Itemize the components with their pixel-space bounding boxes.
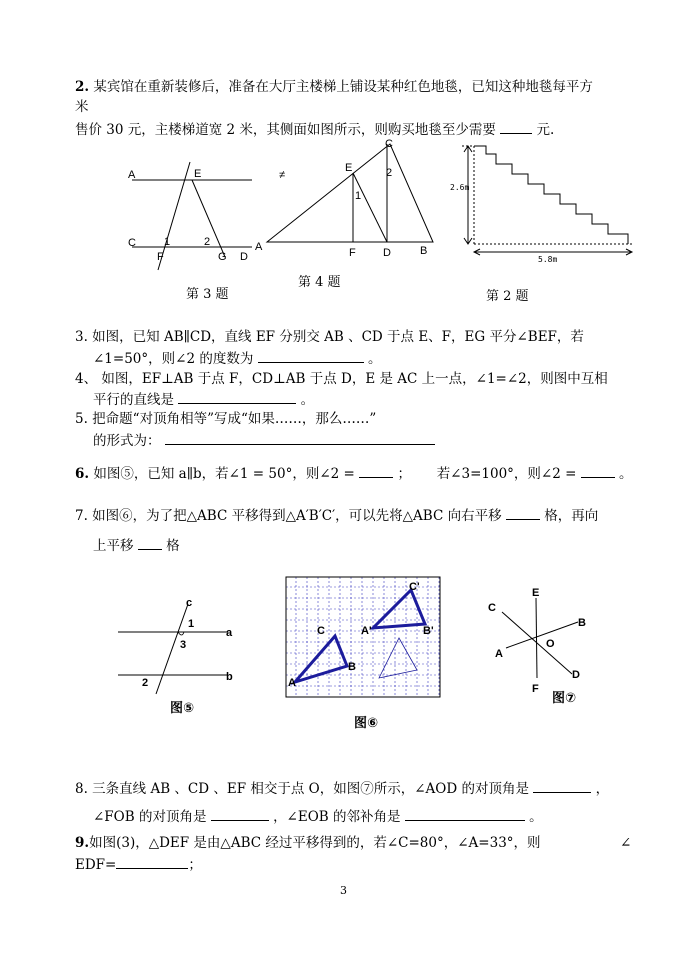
answer-blank[interactable] bbox=[138, 537, 162, 550]
label-C1: C' bbox=[409, 581, 420, 593]
label-1: 1 bbox=[355, 190, 362, 202]
question-6 bbox=[75, 465, 633, 482]
label-F: F bbox=[157, 251, 164, 263]
question-7-text-4: 格 bbox=[166, 538, 180, 554]
label-B: B bbox=[578, 617, 586, 629]
label-E: E bbox=[532, 587, 540, 599]
question-6-text-2: 若∠3=100°，则∠2 = bbox=[436, 466, 577, 482]
answer-blank[interactable] bbox=[405, 808, 525, 821]
figure-4 bbox=[255, 136, 435, 266]
label-O: O bbox=[546, 638, 555, 650]
question-8-text-4: ，∠EOB 的邻补角是 bbox=[273, 809, 401, 825]
question-3-end: 。 bbox=[367, 351, 382, 367]
question-7-text-2: 格，再向 bbox=[544, 508, 599, 524]
label-G: G bbox=[218, 251, 227, 263]
label-2: 2 bbox=[142, 677, 149, 689]
question-9-number: 9. bbox=[75, 835, 90, 851]
figure-3-caption: 第 3 题 bbox=[186, 287, 229, 302]
answer-blank[interactable] bbox=[165, 432, 435, 445]
question-2-line1b: 米 bbox=[75, 99, 89, 115]
question-6-sep: ； bbox=[397, 466, 411, 482]
question-9-text-2: EDF= bbox=[75, 857, 117, 873]
answer-blank[interactable] bbox=[506, 507, 540, 520]
question-6-end: 。 bbox=[619, 466, 633, 482]
label-1: 1 bbox=[164, 236, 171, 248]
triangle-ghost bbox=[379, 638, 417, 678]
question-8-text-1: 8. 三条直线 AB 、CD 、EF 相交于点 O，如图⑦所示，∠AOD 的对顶角是 bbox=[75, 781, 529, 797]
question-6-text-1: 如图⑤，已知 a∥b，若∠1 = 50°，则∠2 = bbox=[93, 466, 355, 482]
question-2-text-3: 元. bbox=[536, 122, 555, 138]
figure-6-caption: 图⑥ bbox=[354, 716, 379, 731]
question-8-text-2: ， bbox=[595, 781, 610, 797]
label-C: C bbox=[488, 602, 496, 614]
question-4-line1: 4、 如图，EF⊥AB 于点 F，CD⊥AB 于点 D，E 是 AC 上一点，∠1=∠2，则图中互相 bbox=[75, 371, 608, 387]
segment-ed bbox=[353, 173, 387, 242]
question-9-angle: ∠ bbox=[620, 835, 632, 851]
figure-3 bbox=[120, 160, 260, 270]
label-C: C bbox=[128, 237, 136, 249]
answer-blank[interactable] bbox=[533, 780, 591, 793]
line-ab bbox=[506, 622, 578, 648]
question-5-line2 bbox=[93, 432, 435, 449]
label-B: B bbox=[420, 245, 428, 257]
label-D: D bbox=[383, 247, 391, 259]
question-2-number: 2. bbox=[75, 79, 90, 95]
question-5-text: 的形式为： bbox=[93, 433, 161, 449]
label-a: a bbox=[226, 627, 233, 639]
question-7-line2 bbox=[93, 537, 180, 554]
label-3: 3 bbox=[180, 639, 187, 651]
question-3-text: ∠1=50°，则∠2 的度数为 bbox=[93, 351, 254, 367]
question-8-text-3: ∠FOB 的对顶角是 bbox=[93, 809, 207, 825]
question-6-number: 6. bbox=[75, 466, 90, 482]
question-2-text-2: 售价 30 元，主楼梯道宽 2 米，其侧面如图所示，则购买地毯至少需要 bbox=[75, 122, 496, 138]
question-5-line1: 5. 把命题“对顶角相等”写成“如果……，那么……” bbox=[75, 411, 377, 427]
question-7-text-3: 上平移 bbox=[93, 538, 134, 554]
label-A1: A' bbox=[361, 625, 372, 637]
height-label: 2.6m bbox=[450, 183, 470, 192]
label-2: 2 bbox=[204, 236, 211, 248]
label-A: A bbox=[495, 648, 503, 660]
question-3-line2 bbox=[93, 350, 381, 367]
label-D: D bbox=[240, 251, 248, 263]
label-C: C bbox=[385, 138, 393, 150]
question-8-line2 bbox=[93, 808, 543, 825]
label-c: c bbox=[186, 597, 193, 609]
answer-blank[interactable] bbox=[178, 391, 296, 404]
question-2-text-1: 某宾馆在重新装修后，准备在大厅主楼梯上铺设某种红色地毯，已知这种地毯每平方 bbox=[93, 79, 593, 95]
answer-blank[interactable] bbox=[211, 808, 269, 821]
question-4-text: 平行的直线是 bbox=[93, 392, 174, 408]
label-B: B bbox=[348, 661, 356, 673]
figure-5 bbox=[112, 596, 252, 711]
label-1: 1 bbox=[188, 618, 195, 630]
label-E: E bbox=[345, 162, 353, 174]
figure-2 bbox=[450, 138, 640, 268]
question-3-line1: 3. 如图，已知 AB∥CD，直线 EF 分别交 AB 、CD 于点 E、F，EG 平分∠BEF，若 bbox=[75, 329, 584, 345]
question-7-line1 bbox=[75, 507, 598, 524]
answer-blank[interactable] bbox=[359, 465, 393, 478]
width-label: 5.8m bbox=[538, 255, 558, 264]
question-9-line1 bbox=[75, 835, 541, 851]
label-A: A bbox=[255, 241, 263, 253]
staircase bbox=[474, 146, 628, 244]
figure-6 bbox=[285, 576, 445, 706]
label-2: 2 bbox=[386, 167, 393, 179]
question-9-text-1: 如图(3)，△DEF 是由△ABC 经过平移得到的，若∠C=80°，∠A=33°，则 bbox=[89, 835, 541, 851]
question-7-text-1: 7. 如图⑥，为了把△ABC 平移得到△A′B′C′，可以先将△ABC 向右平移 bbox=[75, 508, 502, 524]
figure-2-caption: 第 2 题 bbox=[486, 289, 529, 304]
question-8-line1 bbox=[75, 780, 609, 797]
figure-7 bbox=[486, 584, 606, 699]
label-B1: B' bbox=[423, 625, 434, 637]
label-A: A bbox=[128, 169, 136, 181]
triangle-abc bbox=[267, 144, 433, 242]
question-4-line2 bbox=[93, 391, 314, 408]
label-C: C bbox=[317, 625, 325, 637]
label-F: F bbox=[349, 247, 356, 259]
figure-7-caption: 图⑦ bbox=[552, 691, 577, 706]
question-8-text-5: 。 bbox=[529, 809, 543, 825]
label-A: A bbox=[288, 677, 296, 689]
answer-blank[interactable] bbox=[500, 121, 532, 134]
label-F: F bbox=[532, 683, 539, 695]
figure-4-caption: 第 4 题 bbox=[298, 275, 341, 290]
answer-blank[interactable] bbox=[116, 856, 188, 869]
answer-blank[interactable] bbox=[258, 350, 364, 363]
question-9-line2 bbox=[75, 856, 202, 873]
figure-5-caption: 图⑤ bbox=[170, 701, 195, 716]
page-number: 3 bbox=[340, 884, 347, 897]
question-4-end: 。 bbox=[300, 392, 315, 408]
question-2-line1 bbox=[75, 79, 593, 95]
label-D: D bbox=[572, 669, 580, 681]
question-9-text-3: ； bbox=[188, 857, 202, 873]
label-b: b bbox=[226, 671, 233, 683]
label-mark: ≠ bbox=[279, 169, 286, 181]
label-E: E bbox=[194, 168, 202, 180]
line-ef bbox=[536, 598, 537, 678]
answer-blank[interactable] bbox=[581, 465, 615, 478]
